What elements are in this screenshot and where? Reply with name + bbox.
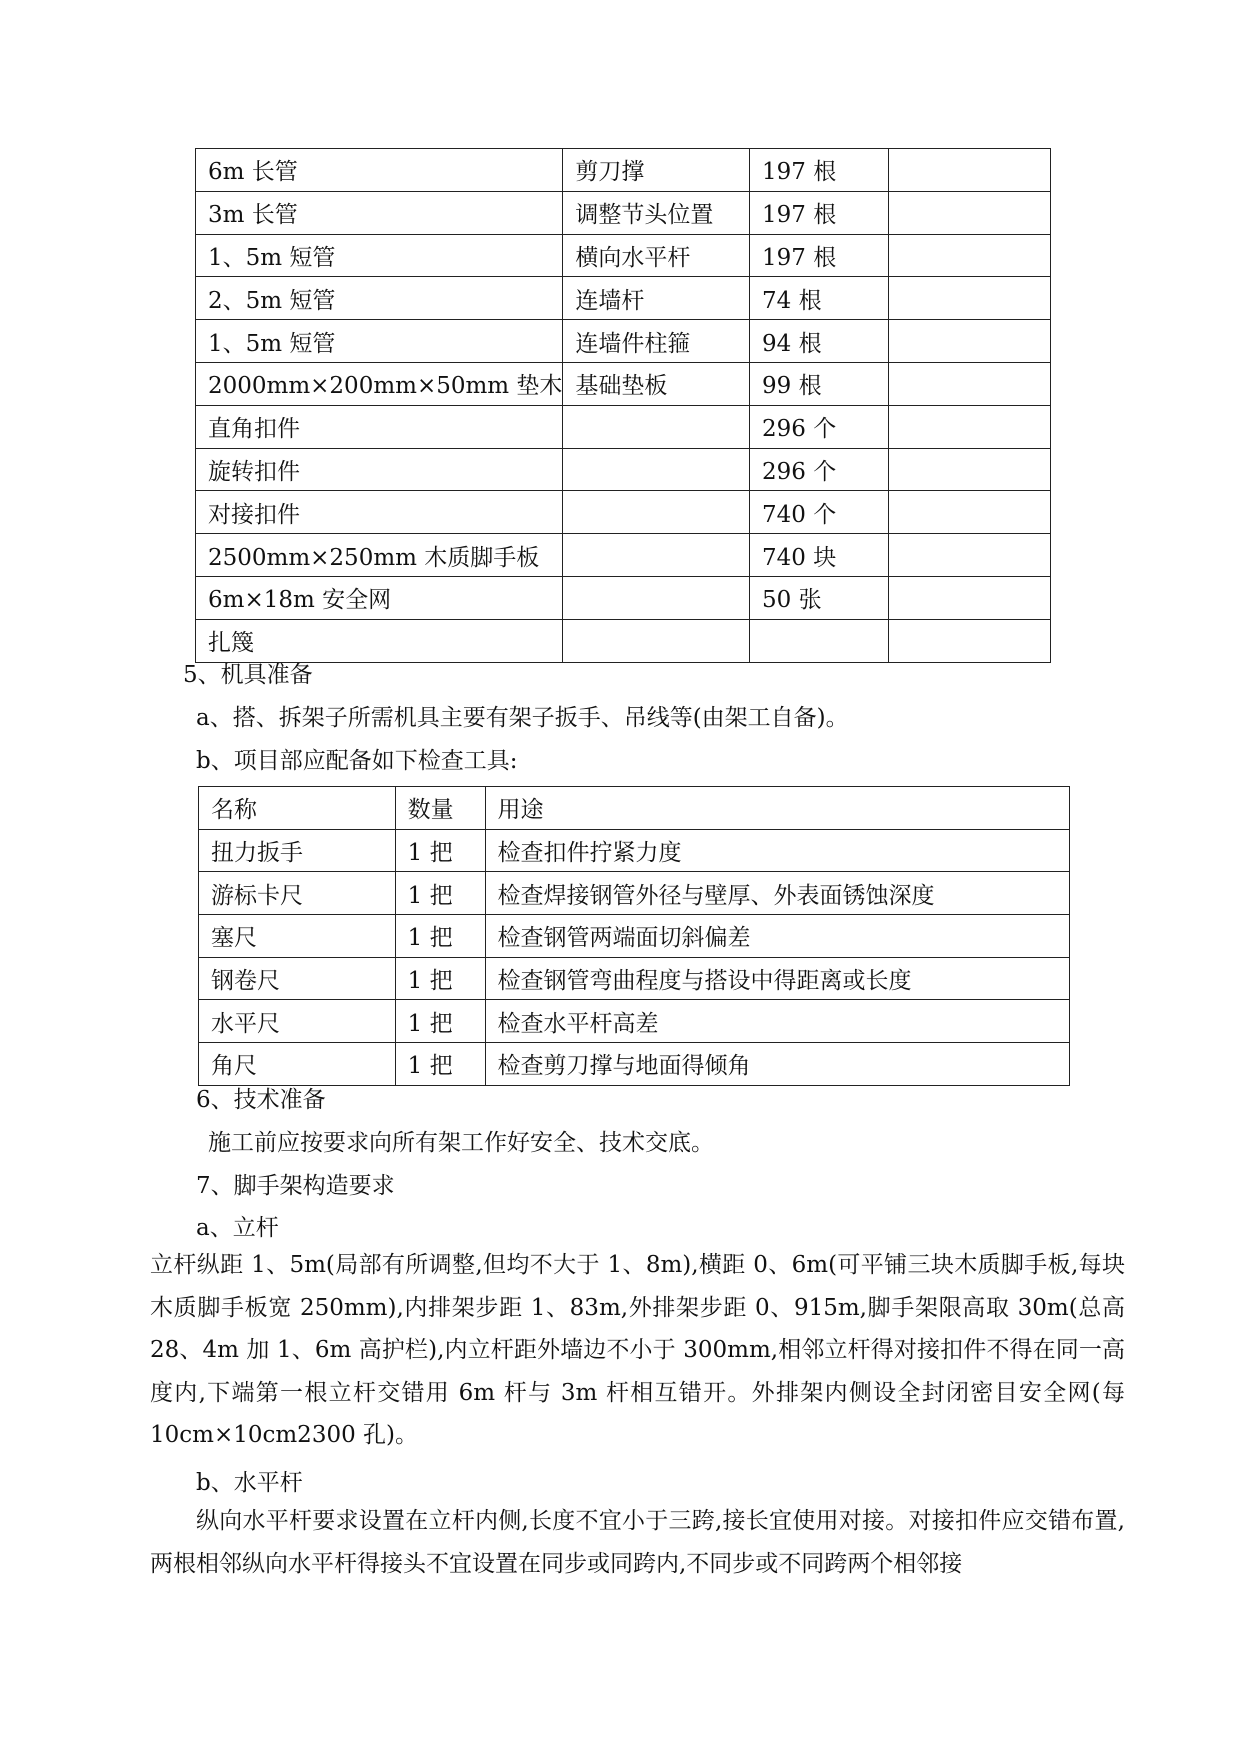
table-cell: 99 根	[750, 362, 889, 405]
table-cell: 1 把	[395, 915, 485, 958]
table-cell: 基础垫板	[563, 362, 750, 405]
table-cell: 1 把	[395, 957, 485, 1000]
table-cell: 横向水平杆	[563, 234, 750, 277]
table-cell: 197 根	[750, 234, 889, 277]
table-row	[196, 362, 1051, 405]
table-cell: 检查焊接钢管外径与壁厚、外表面锈蚀深度	[485, 872, 1069, 915]
section5-item-b: b、项目部应配备如下检查工具:	[196, 748, 518, 774]
table-cell: 钢卷尺	[199, 957, 396, 1000]
table-cell: 740 块	[750, 534, 889, 577]
section7-sub-a: a、立杆	[196, 1215, 279, 1241]
table-cell: 检查扣件拧紧力度	[485, 829, 1069, 872]
table-cell: 50 张	[750, 576, 889, 619]
section7-sub-b: b、水平杆	[196, 1470, 303, 1496]
table-row	[196, 491, 1051, 534]
table-row	[196, 534, 1051, 577]
table-cell	[888, 576, 1050, 619]
table-cell: 连墙件柱箍	[563, 320, 750, 363]
section7-para-a: 立杆纵距 1、5m(局部有所调整,但均不大于 1、8m),横距 0、6m(可平铺三块木质脚手板,每块木质脚手板宽 250mm),内排架步距 1、83m,外排架步距 0、915m,脚手架限高取 30m(总高 28、4m 加 1、6m 高护栏),内立杆距外墙边不小于 300mm,相邻立杆得对接扣件不得在同一高度内,下端第一根立杆交错用 6m 杆与 3m 杆相互错开。外排架内侧设全封闭密目安全网(每 10cm×10cm2300 孔)。	[150, 1252, 1125, 1449]
table-cell: 检查钢管弯曲程度与搭设中得距离或长度	[485, 957, 1069, 1000]
table-cell: 游标卡尺	[199, 872, 396, 915]
table-cell	[563, 448, 750, 491]
table-cell: 2、5m 短管	[196, 277, 563, 320]
table-cell: 扎篾	[196, 619, 563, 662]
table-cell: 名称	[199, 787, 396, 830]
table-cell	[750, 619, 889, 662]
table-cell: 1 把	[395, 1043, 485, 1086]
table-cell: 扭力扳手	[199, 829, 396, 872]
table-cell: 调整节头位置	[563, 191, 750, 234]
table-cell: 197 根	[750, 149, 889, 192]
table-cell: 1、5m 短管	[196, 320, 563, 363]
materials-table	[195, 148, 1051, 663]
table-row	[199, 1000, 1070, 1043]
table-cell: 塞尺	[199, 915, 396, 958]
table-row	[196, 619, 1051, 662]
tools-table	[198, 786, 1070, 1086]
table-cell: 剪刀撑	[563, 149, 750, 192]
tools-header-row	[199, 787, 1070, 830]
table-cell	[563, 534, 750, 577]
table-row	[199, 1043, 1070, 1086]
table-row	[196, 277, 1051, 320]
table-cell: 74 根	[750, 277, 889, 320]
table-row	[196, 191, 1051, 234]
table-cell	[563, 405, 750, 448]
table-row	[196, 234, 1051, 277]
section7-para-b: 纵向水平杆要求设置在立杆内侧,长度不宜小于三跨,接长宜使用对接。对接扣件应交错布置,两根相邻纵向水平杆得接头不宜设置在同步或同跨内,不同步或不同跨两个相邻接	[150, 1508, 1125, 1577]
section7-heading: 7、脚手架构造要求	[196, 1173, 395, 1199]
table-cell	[888, 619, 1050, 662]
section6-text: 施工前应按要求向所有架工作好安全、技术交底。	[208, 1130, 714, 1156]
table-cell: 197 根	[750, 191, 889, 234]
table-cell: 1 把	[395, 1000, 485, 1043]
table-cell: 6m 长管	[196, 149, 563, 192]
table-cell: 1 把	[395, 829, 485, 872]
table-cell: 3m 长管	[196, 191, 563, 234]
table-cell	[888, 149, 1050, 192]
table-cell	[888, 491, 1050, 534]
table-row	[196, 576, 1051, 619]
table-cell	[563, 491, 750, 534]
section6-heading: 6、技术准备	[196, 1087, 326, 1113]
table-cell: 角尺	[199, 1043, 396, 1086]
table-cell	[888, 405, 1050, 448]
table-row	[196, 149, 1051, 192]
table-row	[196, 320, 1051, 363]
table-cell	[888, 534, 1050, 577]
table-row	[199, 915, 1070, 958]
table-cell	[888, 191, 1050, 234]
section5-item-a: a、搭、拆架子所需机具主要有架子扳手、吊线等(由架工自备)。	[196, 705, 849, 731]
table-cell: 用途	[485, 787, 1069, 830]
table-cell: 2500mm×250mm 木质脚手板	[196, 534, 563, 577]
table-cell: 检查水平杆高差	[485, 1000, 1069, 1043]
table-row	[199, 957, 1070, 1000]
table-cell	[563, 619, 750, 662]
table-cell: 水平尺	[199, 1000, 396, 1043]
table-cell: 296 个	[750, 405, 889, 448]
table-cell: 2000mm×200mm×50mm 垫木	[196, 362, 563, 405]
table-row	[199, 872, 1070, 915]
table-cell: 旋转扣件	[196, 448, 563, 491]
table-cell	[888, 320, 1050, 363]
table-cell	[888, 362, 1050, 405]
table-cell: 数量	[395, 787, 485, 830]
table-cell: 1 把	[395, 872, 485, 915]
table-cell: 直角扣件	[196, 405, 563, 448]
table-cell	[888, 234, 1050, 277]
table-row	[196, 405, 1051, 448]
table-cell: 296 个	[750, 448, 889, 491]
table-cell: 连墙杆	[563, 277, 750, 320]
table-cell	[888, 277, 1050, 320]
table-cell: 检查剪刀撑与地面得倾角	[485, 1043, 1069, 1086]
table-cell: 94 根	[750, 320, 889, 363]
table-row	[199, 829, 1070, 872]
table-cell: 6m×18m 安全网	[196, 576, 563, 619]
table-row	[196, 448, 1051, 491]
table-cell: 对接扣件	[196, 491, 563, 534]
table-cell: 1、5m 短管	[196, 234, 563, 277]
section5-heading: 5、机具准备	[183, 662, 313, 688]
table-cell: 检查钢管两端面切斜偏差	[485, 915, 1069, 958]
table-cell	[888, 448, 1050, 491]
table-cell: 740 个	[750, 491, 889, 534]
table-cell	[563, 576, 750, 619]
